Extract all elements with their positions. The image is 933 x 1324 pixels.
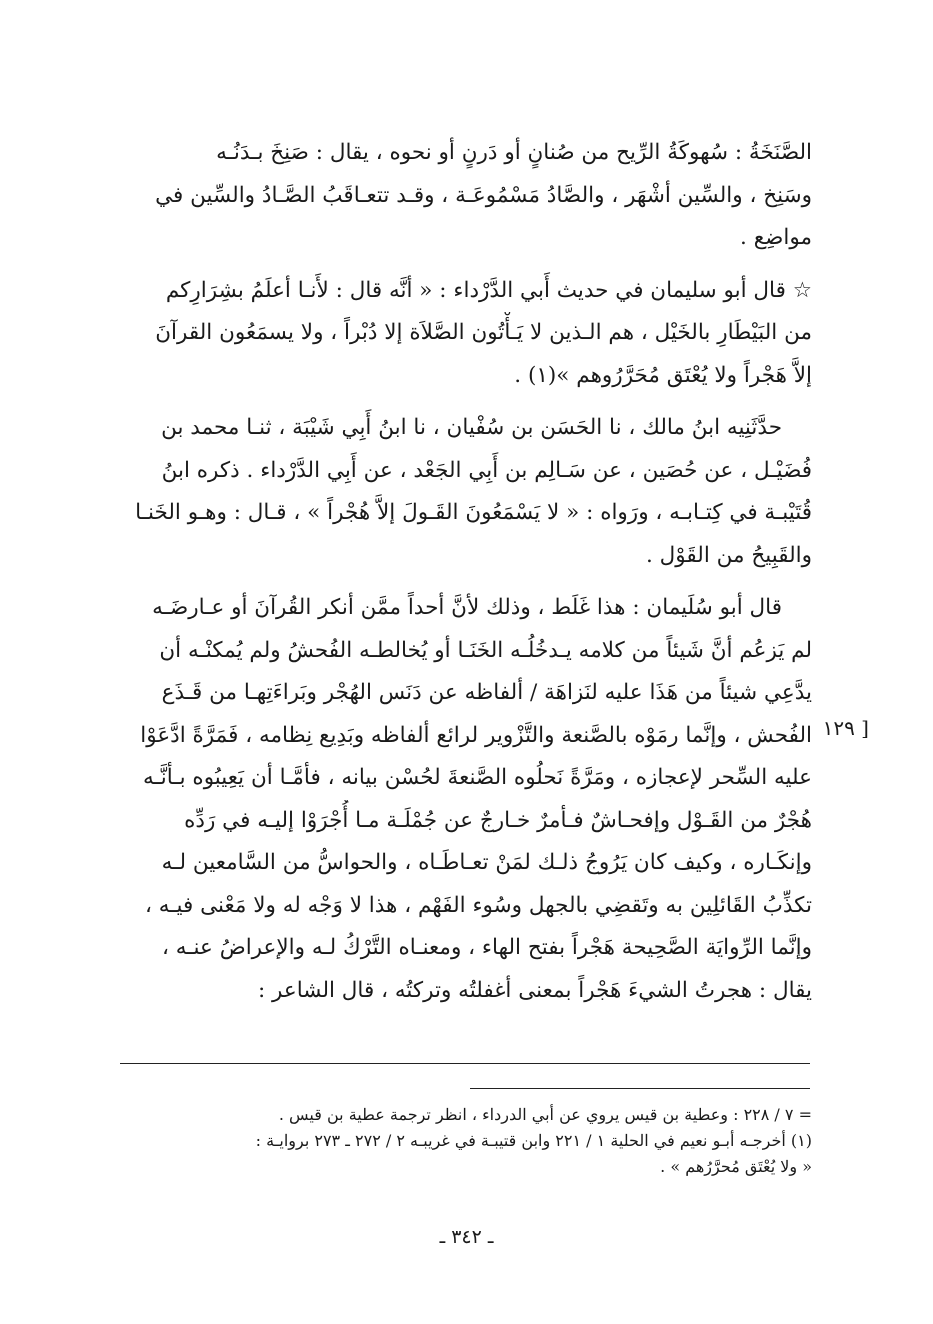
paragraph-3 <box>100 407 812 577</box>
text-line: فُضَيْـل ، عن حُصَين ، عن سَـالِم بن أَبِي الجَعْد ، عن أَبِي الدَّرْداء . ذكره ابنُ <box>161 457 812 483</box>
footnote-line: = ٧ / ٢٢٨ : وعطية بن قيس يروي عن أبي الدرداء ، انظر ترجمة عطية بن قيس . <box>278 1105 812 1124</box>
footnote-separator <box>470 1088 810 1089</box>
text-line: تكذِّبُ القَائلِين به وتَقضِي بالجهل وسُوء الفَهْم ، هذا لا وَجْه له ولا مَعْنى فيـه ، <box>144 892 812 918</box>
paragraph-2 <box>100 270 812 398</box>
text-line: وسَنِخ ، والسِّين أشْهَر ، والصَّادُ مَسْمُوعَـة ، وقـد تتعـاقَبُ الصَّـادُ والسِّين في <box>155 182 812 208</box>
footnote-line: (١) أخرجـه أبـو نعيم في الحلية ١ / ٢٢١ وابن قتيبـة في غريبـه ٢ / ٢٧٢ ـ ٢٧٣ بروايـة : <box>255 1131 812 1150</box>
text-line: يدَّعِي شيئاً من هَذَا عليه لنَزاهَة / ألفاظه عن دَنَس الهُجْر وبَراءَتِهـا من قَـذَع <box>161 680 812 705</box>
text-line: الصَّنَخَةُ : سُهوكَةُ الرِّيح من صُنانٍ أو دَرنٍ أو نحوه ، يقال : صَنِخَ بـدَنُـه <box>216 140 812 165</box>
text-line: هُجْرٌ من القَـوْل وإفحـاشٌ فـأمرٌ خـارجٌ عن جُمْلَـة مـا أُجْرَوْا إليـه في رَدِّه <box>184 807 812 833</box>
text-line: لم يَزعُم أنَّ شَيئاً من كلامه يـدخُلُـه الخَنَـا أو يُخالطـه الفُحشُ ولم يُمكنْـه أن <box>159 637 812 663</box>
text-line: والقَبِيحُ من القَوْل . <box>646 542 812 568</box>
footnote-line: « ولا يُعْتَق مُحرَّرُهم » . <box>660 1157 812 1176</box>
paragraph-1 <box>100 132 812 260</box>
footnotes <box>100 1102 812 1180</box>
text-underline <box>120 1063 810 1064</box>
text-line: عليه السِّحر لإعجازه ، ومَرَّةً نَحلُوه الصَّنعةَ لحُسْن بيانه ، فأمَّـا أن يَعِيبُوه بـأنَّـه <box>142 765 812 790</box>
paragraph-4 <box>100 587 812 1012</box>
text-line: قال أبو سُلَيمان : هذا غَلَط ، وذلك لأنَّ أحداً ممَّن أنكر القُرآنَ أو عـارضَـه <box>152 595 782 620</box>
text-line: الفُحش ، وإنَّما رمَوْه بالصَّنعة والتَّزْوير لرائع ألفاظه وبَدِيع نِظامه ، فَمَرَّةً ادَّعَوْا <box>140 722 812 748</box>
text-line: قُتَيْبـة في كِتـابـه ، ورَواه : « لا يَسْمَعُونَ القَـولَ إلاَّ هُجْراً » ، قـال : وهـو الخَنـا <box>135 500 812 525</box>
text-line: وإنَّما الرِّوايَة الصَّحِيحة هَجْراً بفتح الهاء ، ومعنـاه التَّرْكُ لـه والإعراضُ عنـه ، <box>161 935 812 960</box>
text-line: مواضِع . <box>740 225 812 250</box>
page-number: ـ ٣٤٢ ـ <box>439 1226 494 1248</box>
text-line: وإنكَـاره ، وكيف كان يَرُوجُ ذلـك لمَنْ تعـاطَـاه ، والحواسُّ من السَّامعين لـه <box>161 850 812 875</box>
text-line: حدَّثَنِيه ابنُ مالك ، نا الحَسَن بن سُفْيان ، نا ابنُ أَبِي شَيْبَة ، ثنـا محمد بن <box>161 415 782 440</box>
text-line: من البَيْطَارِ بالخَيْل ، هم الـذين لا يَـأْتُون الصَّلاَة إلا دُبْراً ، ولا يسمَعُون القرآنَ <box>155 320 812 345</box>
margin-reference: [ ١٢٩ <box>822 716 869 740</box>
text-line: إلاَّ هَجْراً ولا يُعْتَق مُحَرَّرُوهم »(١) . <box>514 362 812 388</box>
text-line: يقال : هجرتُ الشيءَ هَجْراً بمعنى أغفلتُه وتركتُه ، قال الشاعر : <box>257 977 812 1003</box>
text-line: ☆ قال أبو سليمان في حديث أَبي الدَّرْداء : « أنَّه قال : لأَنـا أعلَمُ بشِرَارِكم <box>165 277 812 303</box>
main-text <box>100 132 812 1022</box>
